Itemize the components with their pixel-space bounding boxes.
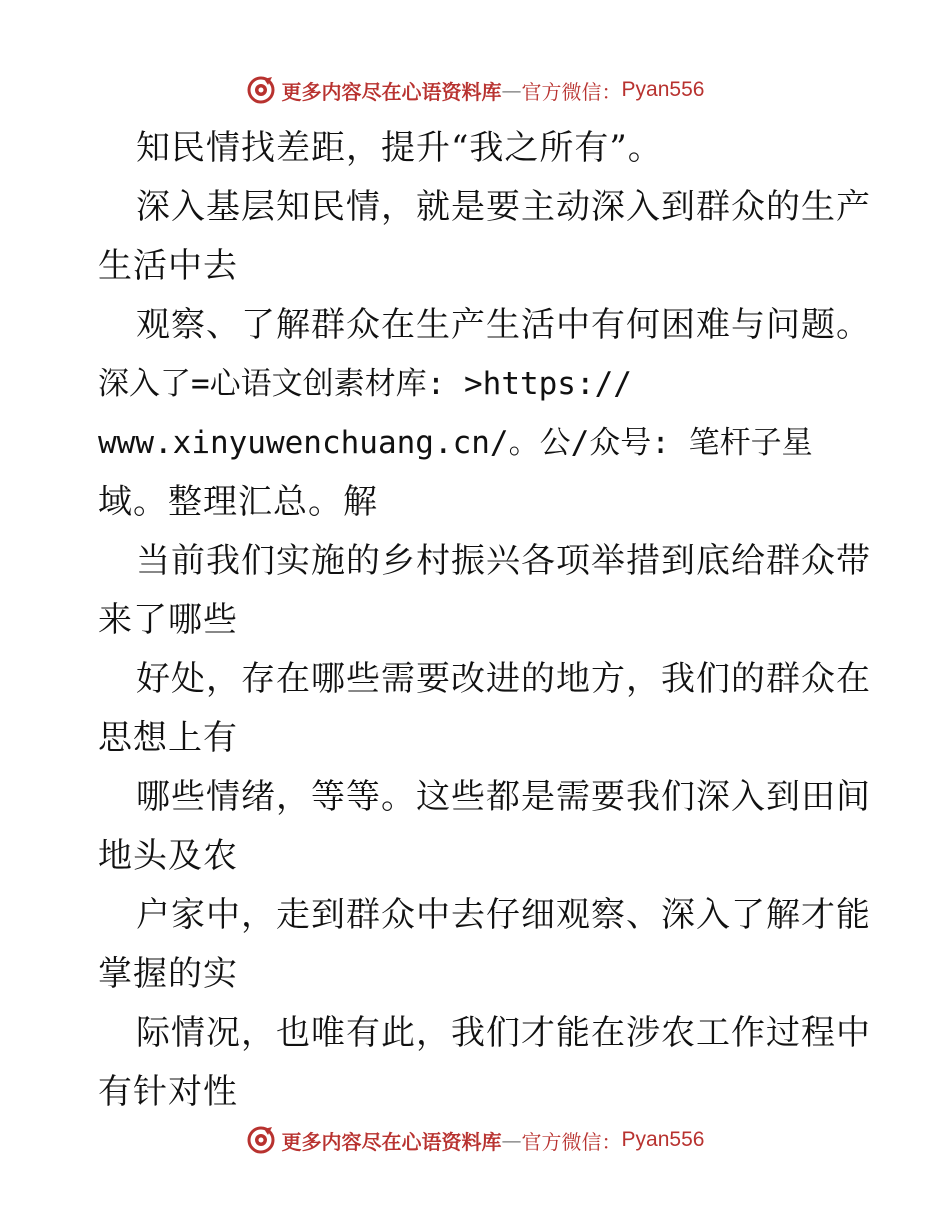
- text-line: www.xinyuwenchuang.cn/。公/众号: 笔杆子星: [98, 425, 813, 461]
- banner-wechat-id: Pyan556: [621, 78, 705, 101]
- text-line: 哪些情绪，等等。这些都是需要我们深入到田间: [136, 777, 871, 817]
- header-banner: [0, 70, 950, 110]
- text-line: 户家中，走到群众中去仔细观察、深入了解才能: [136, 895, 871, 935]
- text-line: 深入了=心语文创素材库: >https://: [98, 366, 632, 402]
- banner-main-text: 更多内容尽在心语资料库: [281, 79, 502, 104]
- text-line: 思想上有: [98, 718, 238, 758]
- text-line: 生活中去: [98, 246, 238, 286]
- logo-icon: [246, 1125, 276, 1155]
- text-line: 际情况，也唯有此，我们才能在涉农工作过程中: [136, 1013, 871, 1053]
- footer-banner: [0, 1120, 950, 1160]
- text-line: 有针对性: [98, 1072, 238, 1112]
- banner-dash: —: [501, 1128, 522, 1152]
- text-line: 当前我们实施的乡村振兴各项举措到底给群众带: [136, 541, 871, 581]
- banner-dash: —: [501, 78, 522, 102]
- text-line: 知民情找差距，提升“我之所有”。: [136, 128, 663, 168]
- text-line: 域。整理汇总。解: [98, 482, 378, 522]
- text-line: 观察、了解群众在生产生活中有何困难与问题。: [136, 305, 871, 345]
- text-line: 深入基层知民情，就是要主动深入到群众的生产: [136, 187, 871, 227]
- text-line: 来了哪些: [98, 600, 238, 640]
- banner-main-text: 更多内容尽在心语资料库: [281, 1129, 502, 1154]
- text-line: 好处，存在哪些需要改进的地方，我们的群众在: [136, 659, 871, 699]
- banner-sub-text: 官方微信：: [521, 79, 622, 104]
- text-line: 掌握的实: [98, 954, 238, 994]
- banner-wechat-id: Pyan556: [621, 1128, 705, 1151]
- banner-sub-text: 官方微信：: [521, 1129, 622, 1154]
- logo-icon: [246, 75, 276, 105]
- text-line: 地头及农: [98, 836, 238, 876]
